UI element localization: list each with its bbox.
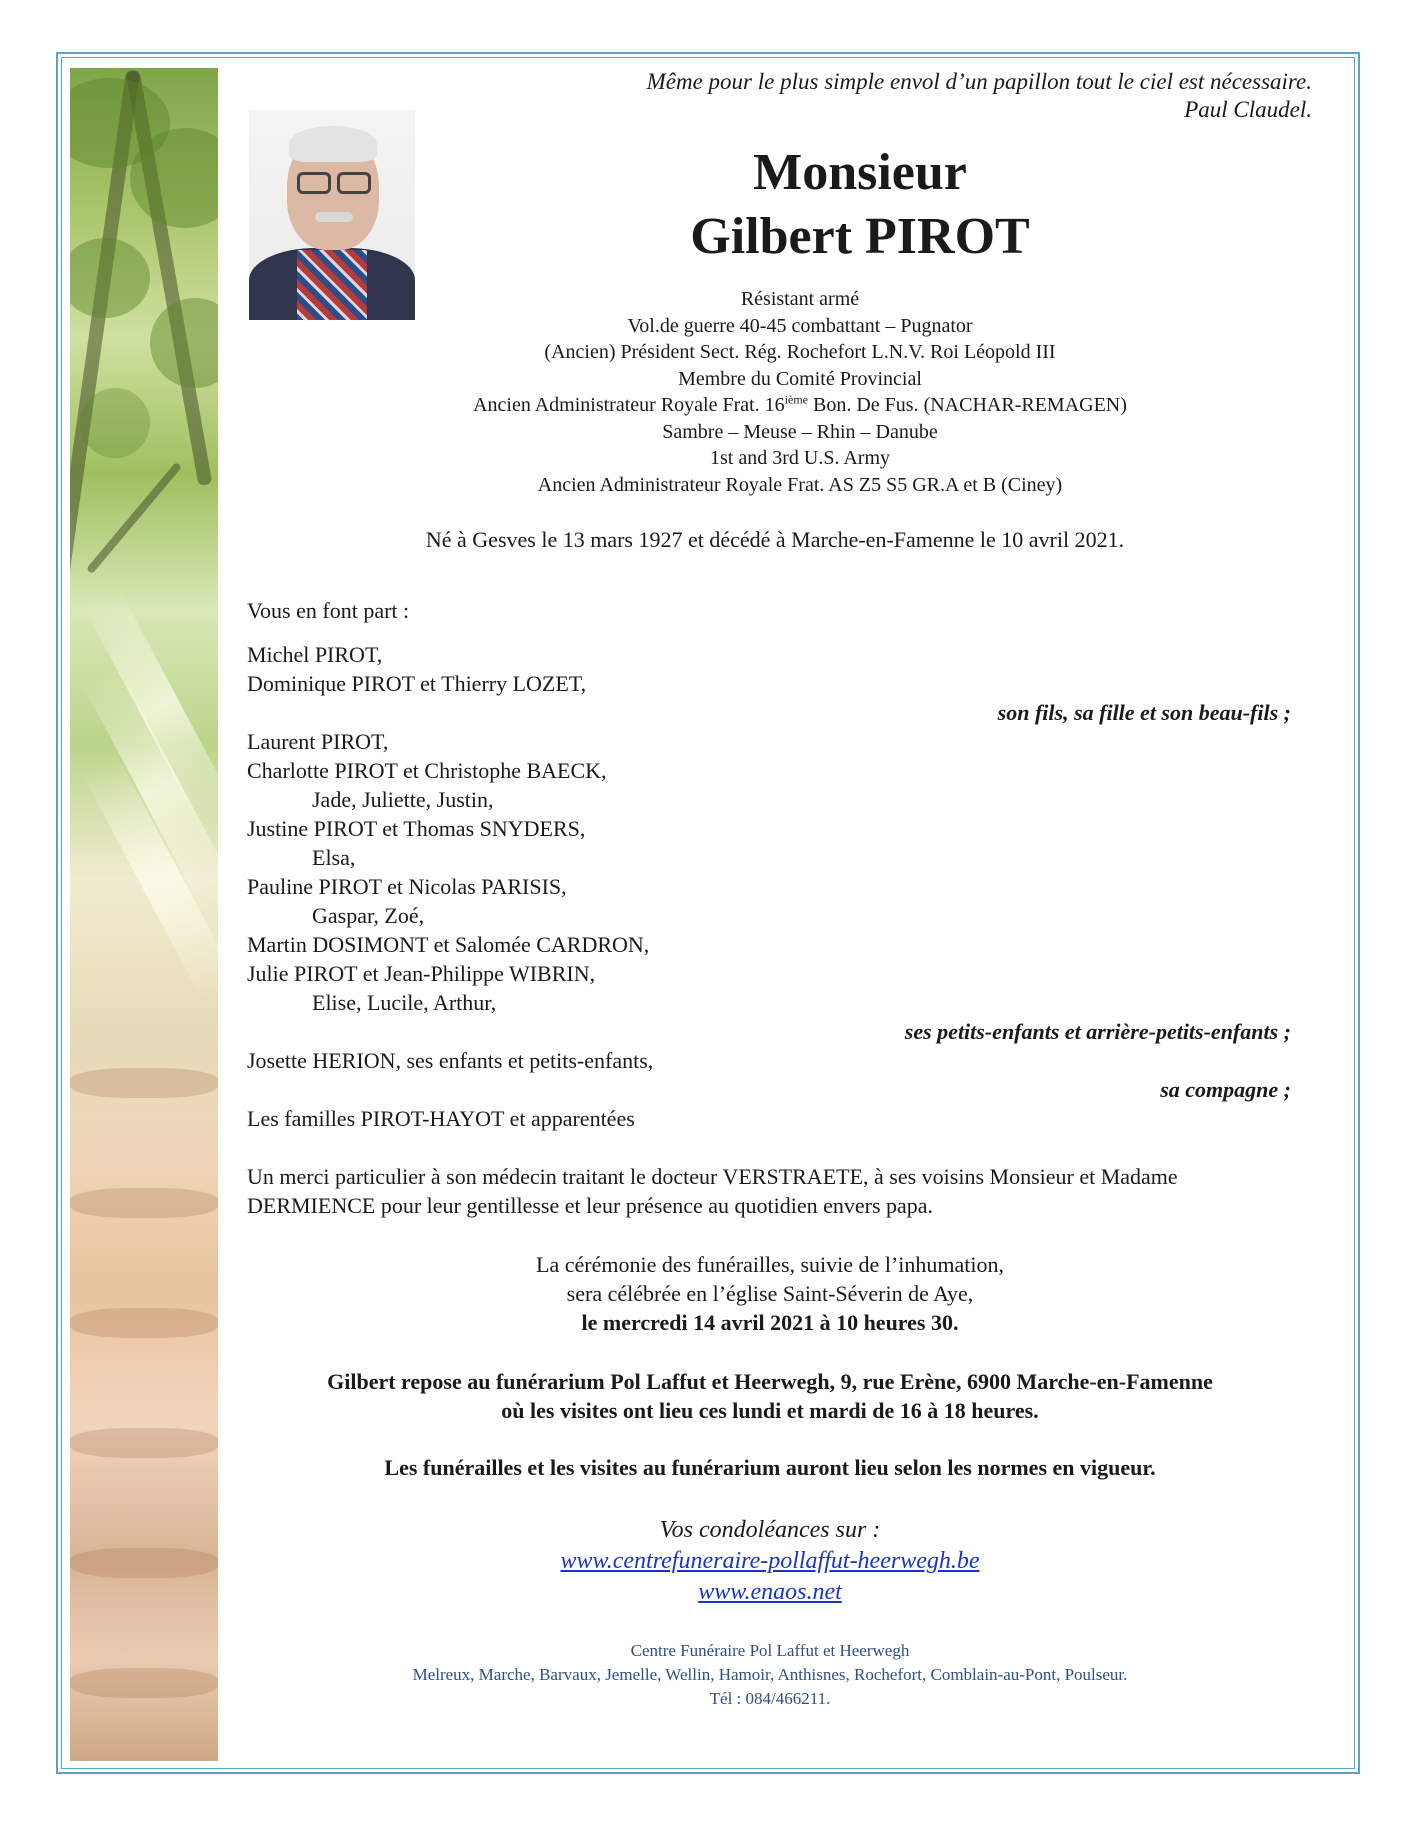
epigraph-quote: Même pour le plus simple envol d’un papillon tout le ciel est nécessaire.	[646, 69, 1312, 94]
footer-locations: Melreux, Marche, Barvaux, Jemelle, Wellin, Hamoir, Anthisnes, Rochefort, Comblain-au-Pont, Poulseur.	[412, 1665, 1128, 1684]
ceremony-date: le mercredi 14 avril 2021 à 10 heures 30.	[581, 1310, 959, 1335]
epigraph-author: Paul Claudel.	[1184, 97, 1312, 122]
condolences-link-enaos[interactable]: www.enaos.net	[698, 1579, 842, 1605]
condolences-link-row	[250, 1577, 1290, 1607]
footer-phone: Tél : 084/466211.	[709, 1689, 831, 1708]
honor-line: Vol.de guerre 40-45 combattant – Pugnator	[627, 314, 973, 337]
honor-line	[420, 392, 1180, 419]
epigraph	[647, 68, 1312, 124]
rest-line: Gilbert repose au funérarium Pol Laffut et Heerwegh, 9, rue Erène, 6900 Marche-en-Famenne	[327, 1369, 1213, 1394]
thanks-paragraph: Un merci particulier à son médecin traitant le docteur VERSTRAETE, à ses voisins Monsieur et Madame DERMIENCE pour leur gentillesse et leur présence au quotidien envers papa.	[247, 1164, 1178, 1218]
honor-line: Sambre – Meuse – Rhin – Danube	[662, 420, 938, 443]
forest-path-image	[70, 68, 218, 1761]
footer-center-name: Centre Funéraire Pol Laffut et Heerwegh	[630, 1641, 910, 1660]
condolences-label: Vos condoléances sur :	[659, 1517, 881, 1543]
ceremony-line: La cérémonie des funérailles, suivie de l’inhumation,	[536, 1252, 1004, 1277]
honor-line: (Ancien) Président Sect. Rég. Rochefort L.N.V. Roi Léopold III	[544, 341, 1056, 363]
honor-text: Ancien Administrateur Royale Frat. 16	[473, 394, 785, 416]
relation-label: sa compagne ;	[1160, 1077, 1291, 1102]
relation-label: ses petits-enfants et arrière-petits-enfants ;	[904, 1019, 1291, 1044]
family-member: Elsa,	[312, 845, 356, 870]
title-honorific: Monsieur	[753, 144, 967, 201]
family-member: Les familles PIROT-HAYOT et apparentées	[247, 1106, 635, 1131]
honor-line: Ancien Administrateur Royale Frat. AS Z5 S5 GR.A et B (Ciney)	[537, 473, 1063, 496]
rest-line: où les visites ont lieu ces lundi et mardi de 16 à 18 heures.	[501, 1398, 1039, 1423]
honor-text: Bon. De Fus. (NACHAR-REMAGEN)	[808, 394, 1127, 416]
honors-list	[420, 286, 1180, 498]
family-member: Gaspar, Zoé,	[312, 903, 425, 928]
condolences-link-funeral-center[interactable]: www.centrefuneraire-pollaffut-heerwegh.be	[560, 1548, 980, 1574]
family-member: Dominique PIROT et Thierry LOZET,	[247, 671, 587, 696]
family-intro: Vous en font part :	[247, 598, 410, 623]
family-member: Justine PIROT et Thomas SNYDERS,	[247, 816, 586, 841]
family-member: Pauline PIROT et Nicolas PARISIS,	[247, 874, 567, 899]
family-member: Laurent PIROT,	[247, 729, 389, 754]
family-member: Charlotte PIROT et Christophe BAECK,	[247, 758, 607, 783]
title-name: Gilbert PIROT	[690, 208, 1030, 265]
family-member: Julie PIROT et Jean-Philippe WIBRIN,	[247, 961, 596, 986]
family-member: Michel PIROT,	[247, 642, 383, 667]
honor-superscript: ième	[784, 392, 809, 407]
family-member: Elise, Lucile, Arthur,	[312, 990, 497, 1015]
honor-line: 1st and 3rd U.S. Army	[710, 447, 890, 469]
family-member: Josette HERION, ses enfants et petits-enfants,	[247, 1048, 654, 1073]
family-member: Martin DOSIMONT et Salomée CARDRON,	[247, 932, 650, 957]
ceremony-line: sera célébrée en l’église Saint-Séverin de Aye,	[566, 1281, 974, 1306]
condolences-link-row	[250, 1546, 1290, 1576]
honor-line: Résistant armé	[740, 288, 860, 310]
family-member: Jade, Juliette, Justin,	[312, 787, 494, 812]
portrait-photo	[249, 110, 415, 320]
norms-line: Les funérailles et les visites au funérarium auront lieu selon les normes en vigueur.	[384, 1455, 1156, 1480]
birth-death-line: Né à Gesves le 13 mars 1927 et décédé à Marche-en-Famenne le 10 avril 2021.	[425, 527, 1125, 552]
honor-line: Membre du Comité Provincial	[678, 367, 922, 390]
relation-label: son fils, sa fille et son beau-fils ;	[997, 700, 1291, 725]
